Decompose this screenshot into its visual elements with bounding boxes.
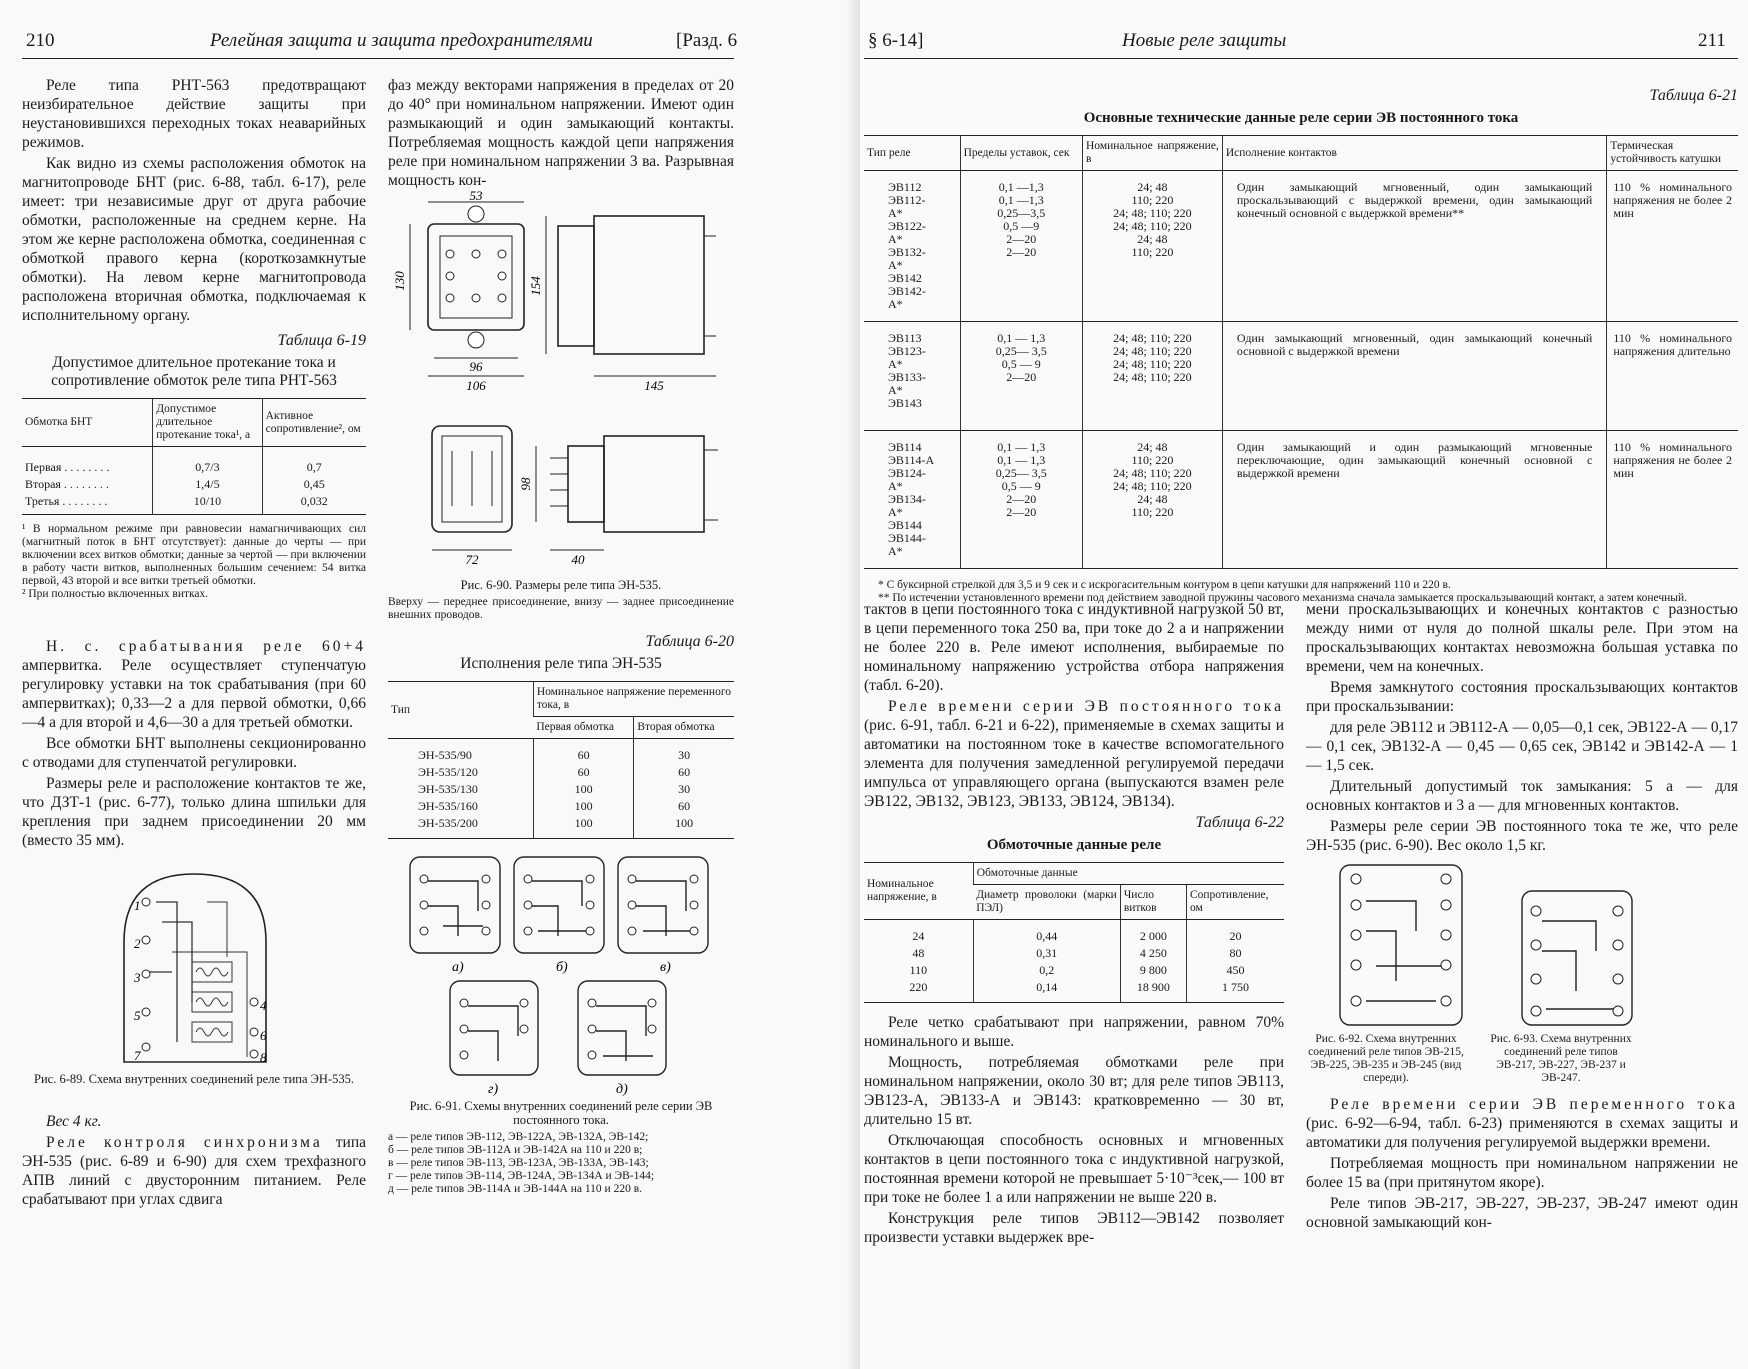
left-page [0,0,860,1369]
cell: Третья . . . . . . . . [25,494,108,508]
figure-6-90 [388,188,734,576]
paragraph: тактов в цепи постоянного тока с индуктивной нагрузкой 50 вт, в цепи переменного тока 250 ва, при токе до 2 а и напряжении не более 220 в. Реле имеют исполнения, выбираемые по номинальному напряжению устройства отбора напряжения (табл. 6-20). [864,601,1284,694]
table-row [864,945,1284,962]
cell: 20 [1186,920,1284,946]
cell: 0,44 [973,920,1120,946]
th: Активное сопротивление², ом [262,399,366,447]
cell: Первая . . . . . . . . [25,460,110,474]
cell: 60 [634,764,734,781]
header-rule [864,58,1738,59]
legend-line: г — реле типов ЭВ-114, ЭВ-124А, ЭВ-134А и ЭВ-144; [388,1170,655,1182]
cell: 48 [912,946,925,960]
cell: ЭВ112 ЭВ112-А* ЭВ122-А* ЭВ132-А* ЭВ142 ЭВ142-А* [888,180,926,311]
cell: 60 [533,739,634,765]
th: Номинальное напряжение, в [1082,136,1222,171]
footnote: ¹ В нормальном режиме при равновесии намагничивающих сил (магнитный поток в БНТ отсутствует): данные до черты — при включении всех витков обмотки; данные за чертой — при включении в работу части витков, выполненных большим сечением: 54 витка первой, 43 второй и все витки третьей обмотки. [22,523,366,587]
cell: 0,45 [262,476,366,493]
terminal-label: 8 [260,1050,267,1065]
cell: 0,1 — 1,3 0,25— 3,5 0,5 — 9 2—20 [960,322,1082,431]
figure-caption: Рис. 6-92. Схема внутренних соединений реле типов ЭВ-215, ЭВ-225, ЭВ-235 и ЭВ-245 (вид спереди). [1308,1033,1464,1084]
th: Термическая устойчивость катушки [1607,136,1738,171]
dim-label: 98 [518,477,533,491]
paragraph: Потребляемая мощность при номинальном напряжении не более 15 ва (при притянутом якоре). [1306,1155,1738,1191]
paragraph: Размеры реле и расположение контактов те же, что ДЗТ-1 (рис. 6-77), только длина шпильки для крепления при заднем присоединении 20 мм (вместо 35 мм). [22,775,366,849]
cell: 60 [533,764,634,781]
cell: 0,7 [262,447,366,477]
left-col-1 [22,76,366,1211]
left-section-ref: [Разд. 6 [676,30,738,51]
cell: 100 [533,781,634,798]
left-col-2 [388,76,734,1196]
figure-6-89 [22,862,366,1068]
cell: 1,4/5 [153,476,262,493]
terminal-label: 2 [134,936,141,951]
cell: 0,2 [973,962,1120,979]
cell: Вторая . . . . . . . . [25,477,109,491]
cell: ЭН-535/90 [418,748,472,762]
terminal-label: 6 [260,1028,267,1043]
cell: 0,032 [262,493,366,515]
right-page [860,0,1748,1369]
dim-label: 154 [528,276,543,296]
cell: 30 [634,781,734,798]
dim-label: 145 [644,378,664,393]
figure-label: а) [452,960,464,975]
paragraph: Размеры реле серии ЭВ постоянного тока те же, что реле ЭН-535 (рис. 6-90). Вес около 1,5 кг. [1306,818,1738,854]
terminal-label: 5 [134,1008,141,1023]
legend-line: а — реле типов ЭВ-112, ЭВ-122А, ЭВ-132А, ЭВ-142; [388,1131,649,1143]
footnote: ** По истечении установленного времени под действием заводной пружины часового механизма сначала замыкается проскальзывающий контакт, а затем конечный. [878,592,1688,604]
dim-label: 40 [571,552,585,567]
table-row [864,962,1284,979]
table-caption: Таблица 6-20 [645,633,734,650]
figure-caption: Рис. 6-93. Схема внутренних соединений реле типов ЭВ-217, ЭВ-227, ЭВ-237 и ЭВ-247. [1490,1033,1632,1084]
paragraph: Реле типов ЭВ-217, ЭВ-227, ЭВ-237, ЭВ-247 имеют один основной замыкающий кон- [1306,1195,1738,1231]
cell: 30 [634,739,734,765]
figures-6-92-6-93 [1306,861,1738,1031]
table-title: Обмоточные данные реле [986,837,1162,853]
table-title: Допустимое длительное протекание тока и сопротивление обмоток реле типа РНТ-563 [51,354,337,389]
table-6-22 [864,862,1284,1003]
table-row [388,798,734,815]
cell: 4 250 [1120,945,1186,962]
th: Первая обмотка [533,717,634,739]
figure-label: б) [556,960,568,975]
legend-line: в — реле типов ЭВ-113, ЭВ-123А, ЭВ-133А, ЭВ-143; [388,1157,649,1169]
cell: 110 [909,963,928,977]
table-row [22,493,366,515]
paragraph: Все обмотки БНТ выполнены секционированно с отводами для ступенчатой регулировки. [22,735,366,771]
paragraph: Конструкция реле типов ЭВ112—ЭВ142 позволяет произвести уставки выдержек вре- [864,1210,1284,1246]
cell: 100 [533,815,634,839]
cell: ЭН-535/200 [418,816,478,830]
th: Число витков [1120,885,1186,920]
cell: 10/10 [153,493,262,515]
cell: 80 [1186,945,1284,962]
terminal-label: 1 [134,898,141,913]
figure-caption: Рис. 6-89. Схема внутренних соединений реле типа ЭН-535. [34,1072,354,1086]
th: Пределы уставок, сек [960,136,1082,171]
cell: Один замыкающий и один размыкающий мгновенные переключающие, один замыкающий конечный основной с выдержкой времени [1222,431,1607,569]
dim-label: 96 [469,359,483,374]
right-col-1 [864,600,1284,1249]
paragraph: Реле типа РНТ-563 предотвращают неизбирательное действие защиты при неустановившихся переходных токах неаварийных режимов. [22,77,366,151]
paragraph: Н. с. срабатывания реле 60+4 ампервитка. Реле осуществляет ступенчатую регулировку уставки на ток срабатывания (при 60 ампервитках); 0,33—2 а для первой обмотки, 0,66—4 а для второй и 4,6—30 а для третьей обмотки. [22,638,366,731]
figure-label: г) [488,1082,499,1097]
figure-label: д) [616,1082,628,1097]
paragraph: Реле контроля синхронизма типа ЭН-535 (рис. 6-89 и 6-90) для схем трехфазного АПВ линий с двусторонним питанием. Реле срабатывают при углах сдвига [22,1134,366,1208]
paragraph: Мощность, потребляемая обмотками реле при номинальном напряжении, около 30 вт; для реле типов ЭВ113, ЭВ123-А, ЭВ133-А и ЭВ143: кратковременно — 30 вт, длительно 15 вт. [864,1054,1284,1128]
table-row [388,764,734,781]
paragraph: Время замкнутого состояния проскальзывающих контактов при проскальзывании: [1306,679,1738,715]
left-running-title: Релейная защита и защита предохранителями [210,30,593,51]
table-row [864,431,1738,569]
cell: 60 [634,798,734,815]
legend-line: б — реле типов ЭВ-112А и ЭВ-142А на 110 и 220 в; [388,1144,643,1156]
cell: 110 % номинального напряжения длительно [1607,322,1738,431]
footnote: * С буксирной стрелкой для 3,5 и 9 сек и с искрогасительным контуром в цепи катушки для напряжений 110 и 220 в. [878,579,1451,591]
cell: 9 800 [1120,962,1186,979]
table-6-21 [864,135,1738,569]
table-title: Основные технические данные реле серии ЭВ постоянного тока [1083,110,1519,126]
table-row [388,739,734,765]
cell: 0,1 —1,3 0,1 —1,3 0,25—3,5 0,5 —9 2—20 2—20 [960,171,1082,322]
th: Сопротивление, ом [1186,885,1284,920]
table-row [864,171,1738,322]
cell: 0,1 — 1,3 0,1 — 1,3 0,25— 3,5 0,5 — 9 2—20 2—20 [960,431,1082,569]
cell: 24; 48; 110; 220 24; 48; 110; 220 24; 48; 110; 220 24; 48; 110; 220 [1082,322,1222,431]
th: Обмоточные данные [973,863,1284,885]
dim-label: 130 [392,271,407,291]
right-page-number: 211 [1698,30,1726,51]
terminal-label: 4 [260,998,267,1013]
cell: 100 [634,815,734,839]
table-caption: Таблица 6-22 [1195,814,1284,831]
right-col-2 [1306,600,1738,1234]
right-section-ref: § 6-14] [868,30,924,51]
cell: ЭН-535/160 [418,799,478,813]
cell: ЭВ114 ЭВ114-А ЭВ124-А* ЭВ134-А* ЭВ144 ЭВ144-А* [888,440,935,558]
cell: ЭН-535/120 [418,765,478,779]
footnote: ² При полностью включенных витках. [22,588,209,600]
paragraph: Реле четко срабатывают при напряжении, равном 70% номинального и выше. [864,1014,1284,1050]
figure-note: Вверху — переднее присоединение, внизу — заднее присоединение внешних проводов. [388,596,734,621]
cell: Один замыкающий мгновенный, один замыкающий проскальзывающий с выдержкой времени, один замыкающий конечный основной с выдержкой времени** [1222,171,1607,322]
paragraph: Вес 4 кг. [46,1113,102,1130]
figure-label: в) [660,960,671,975]
cell: ЭН-535/130 [418,782,478,796]
table-row [864,920,1284,946]
figure-6-91 [388,851,734,1097]
dim-label: 53 [469,188,483,203]
table-row [864,979,1284,1003]
th: Обмотка БНТ [22,399,153,447]
cell: ЭВ113 ЭВ123-А* ЭВ133-А* ЭВ143 [888,331,926,410]
table-6-19 [22,398,366,515]
figure-legend [388,1131,734,1196]
th: Номинальное напряжение, в [864,863,973,920]
paragraph: фаз между векторами напряжения в пределах от 20 до 40° при номинальном напряжении. Имеют один размыкающий и один замыкающий контакты. Потребляемая мощность каждой цепи напряжения реле при номинальном напряжении 3 ва. Разрывная мощность кон- [388,77,734,189]
right-running-title: Новые реле защиты [1122,30,1287,51]
cell: 110 % номинального напряжения не более 2 мин [1607,431,1738,569]
cell: 0,7/3 [153,447,262,477]
cell: 100 [533,798,634,815]
header-rule [22,58,734,59]
th: Тип реле [864,136,960,171]
terminal-label: 7 [134,1048,141,1063]
table-caption: Таблица 6-19 [277,332,366,349]
cell: 0,14 [973,979,1120,1003]
cell: 24; 48 110; 220 24; 48; 110; 220 24; 48; 110; 220 24; 48 110; 220 [1082,431,1222,569]
th: Номинальное напряжение переменного тока, в [533,682,734,717]
paragraph: мени проскальзывающих и конечных контактов с разностью между ними от нуля до полной шкалы реле. При этом на проскальзывающих контактах невозможна большая уставка по времени, чем на конечных. [1306,601,1738,675]
figure-caption: Рис. 6-90. Размеры реле типа ЭН-535. [460,578,662,592]
cell: Один замыкающий мгновенный, один замыкающий конечный основной с выдержкой времени [1222,322,1607,431]
dim-label: 72 [465,552,479,567]
th: Тип [388,682,533,739]
table-row [388,815,734,839]
figure-caption: Рис. 6-91. Схемы внутренних соединений реле серии ЭВ постоянного тока. [409,1099,713,1127]
table-row [22,447,366,477]
cell: 220 [909,980,928,994]
table-row [864,322,1738,431]
table-row [388,781,734,798]
paragraph: Реле времени серии ЭВ переменного тока (рис. 6-92—6-94, табл. 6-23) применяются в схемах защиты и автоматики для получения регулируемой выдержки времени. [1306,1096,1738,1151]
cell: 2 000 [1120,920,1186,946]
table-row [22,476,366,493]
table-6-21-block [864,80,1738,605]
paragraph: Реле времени серии ЭВ постоянного тока (рис. 6-91, табл. 6-21 и 6-22), применяемые в схемах защиты и автоматики на постоянном токе в качестве вспомогательного элемента для получения замедленной регулируемой передачи импульса от управляющего органа (выпускаются взамен реле ЭВ122, ЭВ132, ЭВ123, ЭВ133, ЭВ124, ЭВ134). [864,698,1284,810]
legend-line: д — реле типов ЭВ-114А и ЭВ-144А на 110 и 220 в. [388,1183,642,1195]
th: Исполнение контактов [1222,136,1607,171]
th: Вторая обмотка [634,717,734,739]
figure-captions [1306,1033,1738,1085]
paragraph: Отключающая способность основных и мгновенных контактов в цепи постоянного тока с индуктивной нагрузкой, постоянная времени которой не превышает 5·10⁻³сек,— 100 вт при токе не более 1 а или напряжении не выше 220 в. [864,1132,1284,1206]
cell: 110 % номинального напряжения не более 2 мин [1607,171,1738,322]
paragraph: Длительный допустимый ток замыкания: 5 а — для основных контактов и 3 а — для мгновенных контактов. [1306,778,1738,814]
table-6-20 [388,681,734,839]
cell: 18 900 [1120,979,1186,1003]
cell: 1 750 [1186,979,1284,1003]
th: Допустимое длительное протекание тока¹, а [153,399,262,447]
terminal-label: 3 [134,970,141,985]
paragraph: Как видно из схемы расположения обмоток на магнитопроводе БНТ (рис. 6-88, табл. 6-17), реле имеет: три независимые друг от друга рабочие обмотки, расположенные на среднем керне. На этом же керне расположена обмотка, соединенная с обмоткой правого керна (короткозамкнутые обмотки). На левом керне магнитопровода расположена вторичная обмотка, подключаемая к исполнительному органу. [22,155,366,324]
dim-label: 106 [466,378,486,393]
left-page-number: 210 [26,30,55,51]
cell: 24 [912,929,925,943]
table-caption: Таблица 6-21 [1649,87,1738,104]
cell: 24; 48 110; 220 24; 48; 110; 220 24; 48; 110; 220 24; 48 110; 220 [1082,171,1222,322]
cell: 450 [1186,962,1284,979]
cell: 0,31 [973,945,1120,962]
th: Диаметр проволоки (марки ПЭЛ) [973,885,1120,920]
paragraph: для реле ЭВ112 и ЭВ112-А — 0,05—0,1 сек, ЭВ122-А — 0,17 — 0,1 сек, ЭВ132-А — 0,45 — 0,65 сек, ЭВ142 и ЭВ142-А — 1 — 1,5 сек. [1306,719,1738,774]
table-title: Исполнения реле типа ЭН-535 [460,655,662,672]
